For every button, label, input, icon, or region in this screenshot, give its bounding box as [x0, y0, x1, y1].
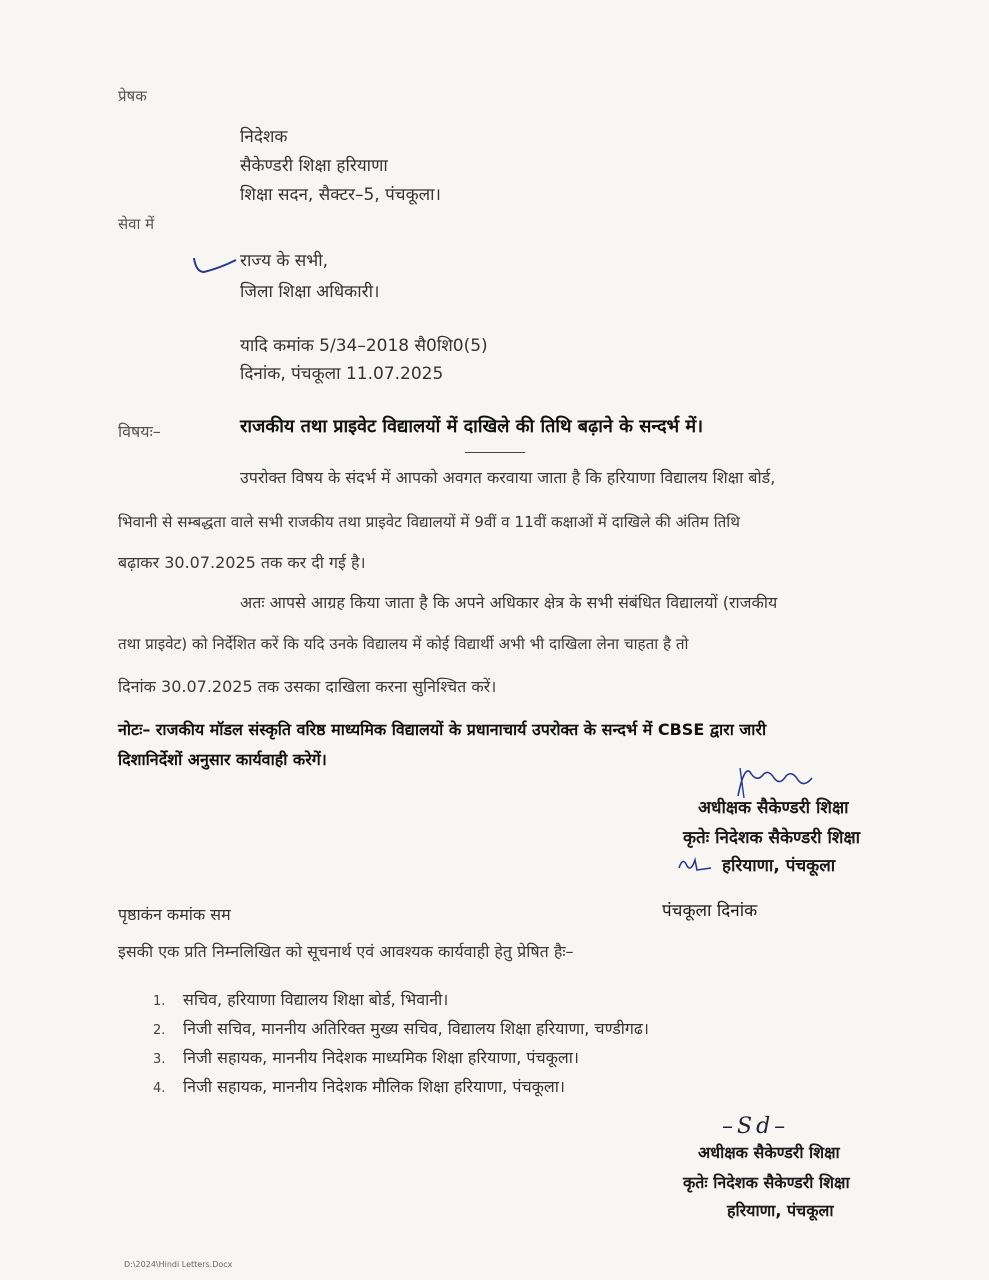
- sender-label: प्रेषक: [118, 87, 147, 105]
- list-item-text: सचिव, हरियाणा विद्यालय शिक्षा बोर्ड, भिवानी।: [183, 990, 449, 1009]
- list-item-number: 4.: [153, 1081, 166, 1096]
- list-item: [153, 1017, 649, 1039]
- list-item-number: 3.: [153, 1052, 166, 1067]
- list-item-text: निजी सचिव, माननीय अतिरिक्त मुख्य सचिव, विद्यालय शिक्षा हरियाणा, चण्डीगढ।: [183, 1019, 649, 1038]
- sender-line-3: शिक्षा सदन, सैक्टर–5, पंचकूला।: [240, 185, 442, 205]
- signature2-line-2: कृतेः निदेशक सैकेण्डरी शिक्षा: [683, 1173, 850, 1192]
- para1-line-2: भिवानी से सम्बद्धता वाले सभी राजकीय तथा प्राइवेट विद्यालयों में 9वीं व 11वीं कक्षाओं में दाखिले की अंतिम तिथि: [118, 513, 740, 531]
- subject-text: राजकीय तथा प्राइवेट विद्यालयों में दाखिले की तिथि बढ़ाने के सन्दर्भ में।: [240, 416, 704, 437]
- para2-line-2: तथा प्राइवेट) को निर्देशित करें कि यदि उनके विद्यालय में कोई विद्यार्थी अभी भी दाखिला लेना चाहता है तो: [118, 635, 689, 653]
- note-line-2: दिशानिर्देशों अनुसार कार्यवाही करेगें।: [118, 750, 327, 769]
- list-item-number: 1.: [153, 994, 166, 1009]
- file-path-footer: D:\2024\Hindi Letters.Docx: [124, 1260, 233, 1269]
- para2-line-3: दिनांक 30.07.2025 तक उसका दाखिला करना सुनिश्चित करें।: [118, 677, 497, 696]
- signature2-line-1: अधीक्षक सैकेण्डरी शिक्षा: [698, 1143, 840, 1162]
- subject-underline: [465, 452, 525, 453]
- initials-mark-icon: [675, 852, 715, 874]
- signed-mark: –Sd–: [722, 1114, 790, 1139]
- endorsement-intro: इसकी एक प्रति निम्नलिखित को सूचनार्थ एवं आवश्यक कार्यवाही हेतु प्रेषित हैः–: [118, 942, 574, 961]
- letter-date: दिनांक, पंचकूला 11.07.2025: [240, 364, 444, 384]
- para1-line-3: बढ़ाकर 30.07.2025 तक कर दी गई है।: [118, 553, 366, 572]
- list-item-number: 2.: [153, 1023, 166, 1038]
- para2-line-1: अतः आपसे आग्रह किया जाता है कि अपने अधिकार क्षेत्र के सभी संबंधित विद्यालयों (राजकीय: [240, 593, 778, 612]
- sender-line-2: सैकेण्डरी शिक्षा हरियाणा: [240, 156, 388, 176]
- endorsement-memo-label: पृष्ठाकंन कमांक सम: [118, 905, 231, 924]
- signature1-line-1: अधीक्षक सैकेण्डरी शिक्षा: [698, 798, 849, 818]
- tick-mark-icon: [190, 254, 240, 278]
- list-item-text: निजी सहायक, माननीय निदेशक माध्यमिक शिक्षा हरियाणा, पंचकूला।: [183, 1048, 579, 1067]
- list-item: [153, 1046, 579, 1068]
- para1-line-1: उपरोक्त विषय के संदर्भ में आपको अवगत करवाया जाता है कि हरियाणा विद्यालय शिक्षा बोर्ड,: [240, 468, 776, 487]
- signature1-line-3: हरियाणा, पंचकूला: [722, 856, 836, 876]
- sender-line-1: निदेशक: [240, 127, 288, 147]
- signature2-line-3: हरियाणा, पंचकूला: [727, 1201, 834, 1220]
- list-item-text: निजी सहायक, माननीय निदेशक मौलिक शिक्षा हरियाणा, पंचकूला।: [183, 1077, 565, 1096]
- recipient-line-1: राज्य के सभी,: [240, 251, 329, 271]
- to-label: सेवा में: [118, 215, 155, 233]
- list-item: [153, 1075, 565, 1097]
- list-item: [153, 988, 448, 1010]
- signature1-line-2: कृतेः निदेशक सैकेण्डरी शिक्षा: [683, 828, 861, 848]
- endorsement-place-date: पंचकूला दिनांक: [662, 901, 758, 921]
- subject-label: विषयः–: [118, 422, 161, 441]
- note-line-1: नोटः– राजकीय मॉडल संस्कृति वरिष्ठ माध्यमिक विद्यालयों के प्रधानाचार्य उपरोक्त के सन्दर्भ में CBSE द्वारा जारी: [118, 720, 767, 739]
- recipient-line-2: जिला शिक्षा अधिकारी।: [240, 282, 380, 302]
- memo-number: यादि कमांक 5/34–2018 सै0शि0(5): [240, 336, 488, 356]
